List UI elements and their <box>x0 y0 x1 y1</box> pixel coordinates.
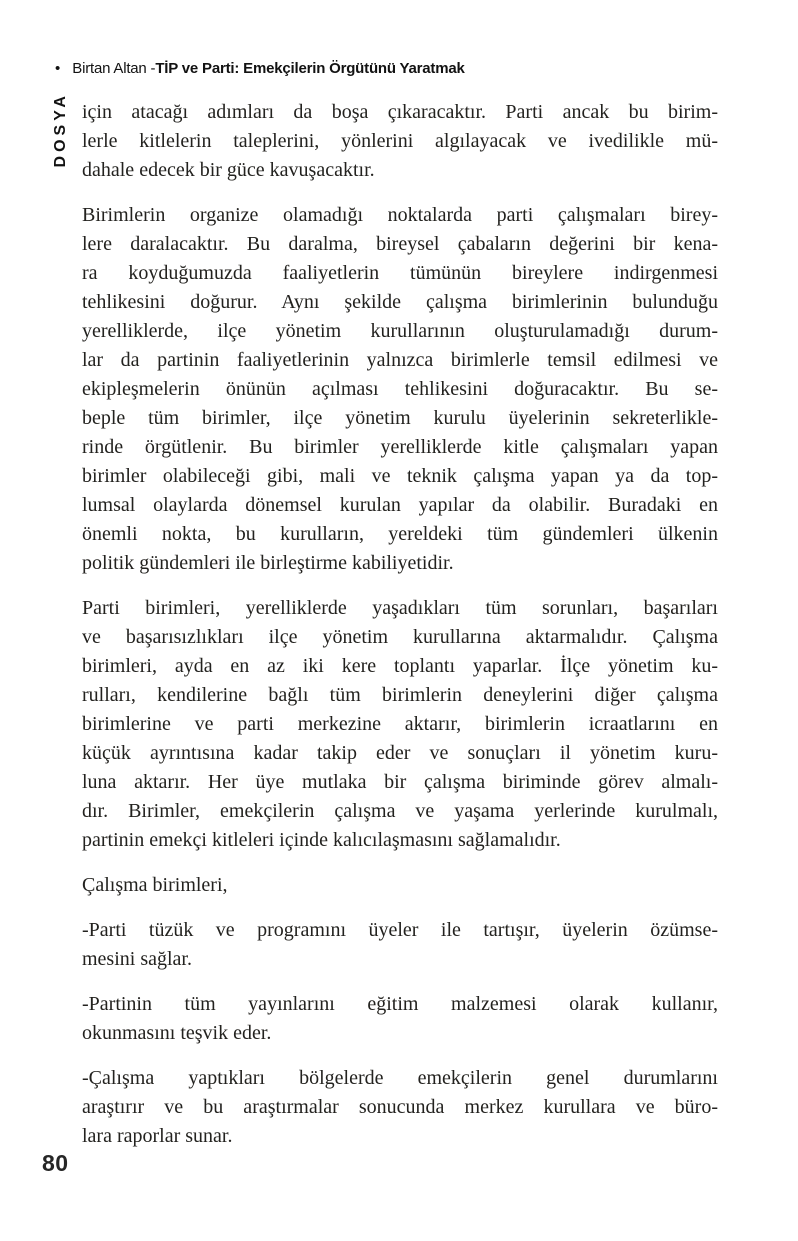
text-line: birimleri, ayda en az iki kere toplantı yaparlar. İlçe yönetim ku- <box>82 655 718 677</box>
text-line: ekipleşmelerin önünün açılması tehlikesini doğuracaktır. Bu se- <box>82 378 718 400</box>
text-line: dahale edecek bir güce kavuşacaktır. <box>82 159 375 181</box>
text-line: Birimlerin organize olamadığı noktalarda parti çalışmaları birey- <box>82 204 718 226</box>
paragraph <box>82 1064 718 1151</box>
page-number: 80 <box>42 1150 69 1176</box>
text-line: -Parti tüzük ve programını üyeler ile tartışır, üyelerin özümse- <box>82 919 718 941</box>
paragraph <box>82 98 718 185</box>
text-line: -Çalışma yaptıkları bölgelerde emekçilerin genel durumlarını <box>82 1067 718 1089</box>
author-name: Birtan Altan - <box>72 60 156 77</box>
text-line: lara raporlar sunar. <box>82 1125 233 1147</box>
text-line: partinin emekçi kitleleri içinde kalıcılaşmasını sağlamalıdır. <box>82 829 561 851</box>
running-header <box>55 60 465 77</box>
text-line: lerle kitlelerin taleplerini, yönlerini algılayacak ve ivedilikle mü- <box>82 130 718 152</box>
text-line: küçük ayrıntısına kadar takip eder ve sonuçları il yönetim kuru- <box>82 742 718 764</box>
text-line: okunmasını teşvik eder. <box>82 1022 272 1044</box>
text-line: önemli nokta, bu kurulların, yereldeki tüm gündemleri ülkenin <box>82 523 718 545</box>
text-line: mesini sağlar. <box>82 948 192 970</box>
text-line: lumsal olaylarda dönemsel kurulan yapılar da olabilir. Buradaki en <box>82 494 718 516</box>
paragraph <box>82 990 718 1048</box>
paragraph <box>82 871 718 900</box>
article-title: TİP ve Parti: Emekçilerin Örgütünü Yaratmak <box>155 60 465 77</box>
text-line: politik gündemleri ile birleştirme kabiliyetidir. <box>82 552 454 574</box>
paragraph <box>82 594 718 855</box>
text-line: Parti birimleri, yerelliklerde yaşadıkları tüm sorunları, başarıları <box>82 597 718 619</box>
text-line: birimlerine ve parti merkezine aktarır, birimlerin icraatlarını en <box>82 713 718 735</box>
text-line: beple tüm birimler, ilçe yönetim kurulu üyelerinin sekreterlikle- <box>82 407 718 429</box>
text-line: lar da partinin faaliyetlerinin yalnızca birimlerle temsil edilmesi ve <box>82 349 718 371</box>
text-line: araştırır ve bu araştırmalar sonucunda merkez kurullara ve büro- <box>82 1096 718 1118</box>
text-line: rinde örgütlenir. Bu birimler yerelliklerde kitle çalışmaları yapan <box>82 436 718 458</box>
text-line: ra koyduğumuzda faaliyetlerin tümünün bireylere indirgenmesi <box>82 262 718 284</box>
text-line: ve başarısızlıkları ilçe yönetim kurullarına aktarmalıdır. Çalışma <box>82 626 718 648</box>
paragraph <box>82 916 718 974</box>
text-line: yerelliklerde, ilçe yönetim kurullarının oluşturulamadığı durum- <box>82 320 718 342</box>
section-label-vertical <box>52 92 72 192</box>
text-line: dır. Birimler, emekçilerin çalışma ve yaşama yerlerinde kurulmalı, <box>82 800 718 822</box>
paragraph <box>82 201 718 578</box>
text-line: tehlikesini doğurur. Aynı şekilde çalışma birimlerinin bulunduğu <box>82 291 718 313</box>
text-line: luna aktarır. Her üye mutlaka bir çalışma biriminde görev almalı- <box>82 771 718 793</box>
text-line: lere daralacaktır. Bu daralma, bireysel çabaların değerini bir kena- <box>82 233 718 255</box>
text-line: için atacağı adımları da boşa çıkaracaktır. Parti ancak bu birim- <box>82 101 718 123</box>
text-line: rulları, kendilerine bağlı tüm birimlerin deneylerini diğer çalışma <box>82 684 718 706</box>
body-text <box>82 98 718 1151</box>
text-line: birimler olabileceği gibi, mali ve teknik çalışma yapan ya da top- <box>82 465 718 487</box>
dosya-label: DOSYA <box>52 92 69 168</box>
text-line: Çalışma birimleri, <box>82 874 228 896</box>
text-line: -Partinin tüm yayınlarını eğitim malzemesi olarak kullanır, <box>82 993 718 1015</box>
bullet-icon: • <box>55 60 61 77</box>
